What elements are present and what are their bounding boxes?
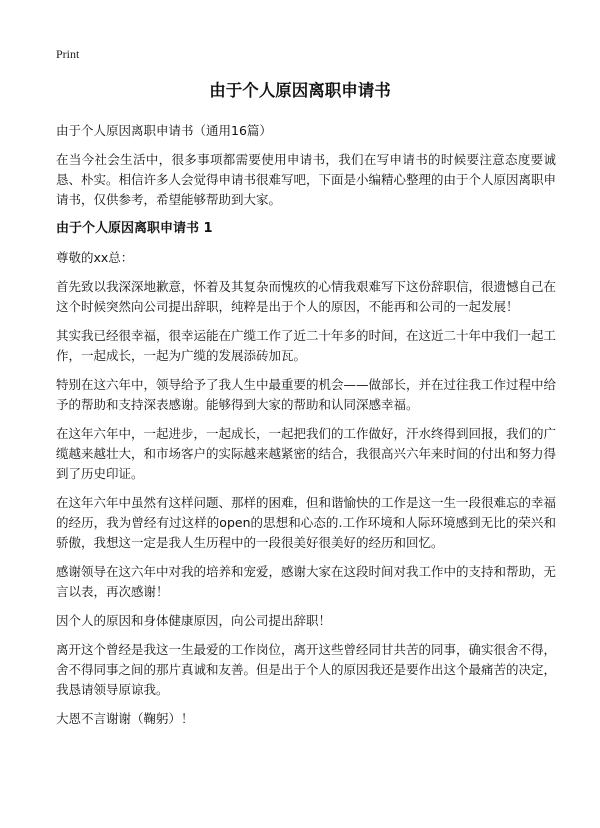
body-paragraph: 其实我已经很幸福，很幸运能在广缆工作了近二十年多的时间，在这近二十年中我们一起工作，一起成长，一起为广缆的发展添砖加瓦。 [56,328,557,363]
body-paragraph: 在这年六年中虽然有这样问题、那样的困难，但和谐愉快的工作是这一生一段很难忘的幸福的经历，我为曾经有过这样的open的思想和心态的.工作环境和人际环境感到无比的荣兴和骄傲，我想这一定是我人生历程中的一段很美好很美好的经历和回忆。 [56,495,557,550]
salutation: 尊敬的xx总： [56,250,134,265]
document-body [56,121,556,738]
intro-paragraph: 在当今社会生活中，很多事项都需要使用申请书，我们在写申请书的时候要注意态度要诚恳、朴实。相信许多人会觉得申请书很难写吧，下面是小编精心整理的由于个人原因离职申请书，仅供参考，希望能够帮助到大家。 [56,152,557,207]
closing-line: 大恩不言谢谢（鞠躬）！ [56,711,194,726]
body-paragraph: 因个人的原因和身体健康原因，向公司提出辞职！ [56,613,332,628]
body-paragraph: 在这年六年中，一起进步，一起成长，一起把我们的工作做好，汗水终得到回报，我们的广缆越来越壮大，和市场客户的实际越来越紧密的结合，我很高兴六年来时间的付出和努力得到了历史印证。 [56,426,557,481]
body-paragraph: 离开这个曾经是我这一生最爱的工作岗位，离开这些曾经同甘共苦的同事，确实很舍不得，舍不得同事之间的那片真诚和友善。但是出于个人的原因我还是要作出这个最痛苦的决定，我恳请领导原谅我。 [56,642,557,697]
article-subtitle: 由于个人原因离职申请书（通用16篇） [56,123,272,138]
section-heading: 由于个人原因离职申请书 1 [56,221,213,236]
body-paragraph: 感谢领导在这六年中对我的培养和宠爱，感谢大家在这段时间对我工作中的支持和帮助，无言以表，再次感谢！ [56,564,557,599]
print-link[interactable]: Print [56,47,80,61]
page-title: 由于个人原因离职申请书 [209,81,391,100]
body-paragraph: 首先致以我深深地歉意，怀着及其复杂而愧疚的心情我艰难写下这份辞职信，很遗憾自己在这个时候突然向公司提出辞职，纯粹是出于个人的原因，不能再和公司的一起发展！ [56,279,557,314]
body-paragraph: 特别在这六年中，领导给予了我人生中最重要的机会——做部长，并在过往我工作过程中给予的帮助和支持深表感谢。能够得到大家的帮助和认同深感幸福。 [56,377,557,412]
